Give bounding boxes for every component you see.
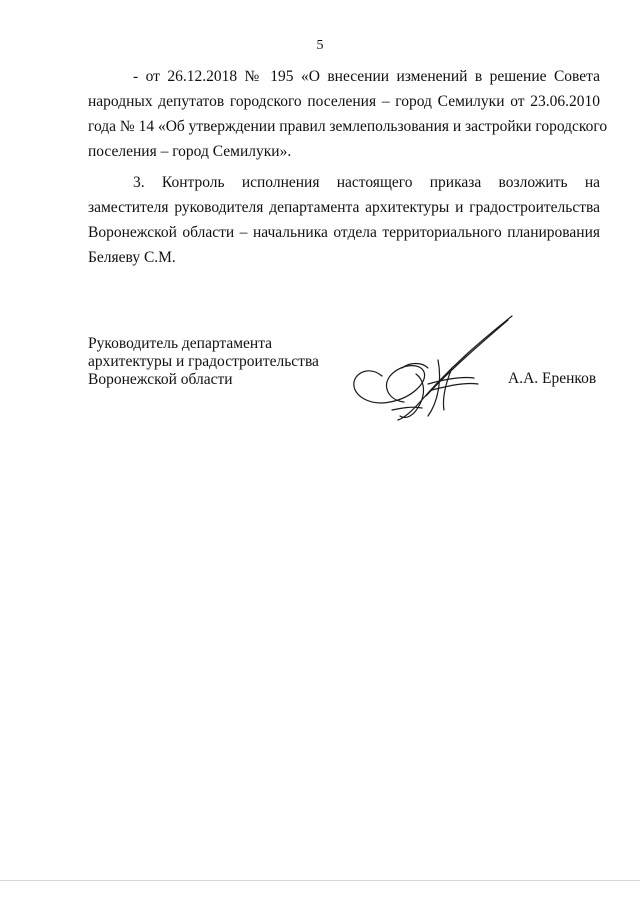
paragraph-line: - от 26.12.2018 № 195 «О внесении изменений в решение Совета — [133, 68, 600, 85]
page-number: 5 — [316, 38, 324, 53]
paragraph-line: народных депутатов городского поселения – город Семилуки от 23.06.2010 — [88, 93, 600, 110]
signatory-title-line: Руководитель департамента — [88, 335, 273, 352]
paragraph-line: года № 14 «Об утверждении правил землепользования и застройки городского — [88, 118, 608, 135]
signatory-title-line: архитектуры и градостроительства — [88, 353, 319, 370]
paragraph-line: заместителя руководителя департамента архитектуры и градостроительства — [88, 199, 600, 216]
paragraph-line: поселения – город Семилуки». — [88, 143, 292, 160]
handwritten-signature — [342, 310, 522, 425]
signatory-title — [88, 335, 319, 389]
paragraph-line: 3. Контроль исполнения настоящего приказа возложить на — [133, 174, 600, 191]
paragraph-line: Воронежской области – начальника отдела территориального планирования — [88, 224, 600, 241]
paragraph-line: Беляеву С.М. — [88, 249, 176, 266]
signer-name: А.А. Еренков — [508, 370, 597, 387]
paragraph-control — [88, 170, 600, 270]
paragraph-amendment — [88, 64, 608, 164]
page-bottom-edge — [0, 880, 640, 881]
signatory-title-line: Воронежской области — [88, 371, 233, 388]
